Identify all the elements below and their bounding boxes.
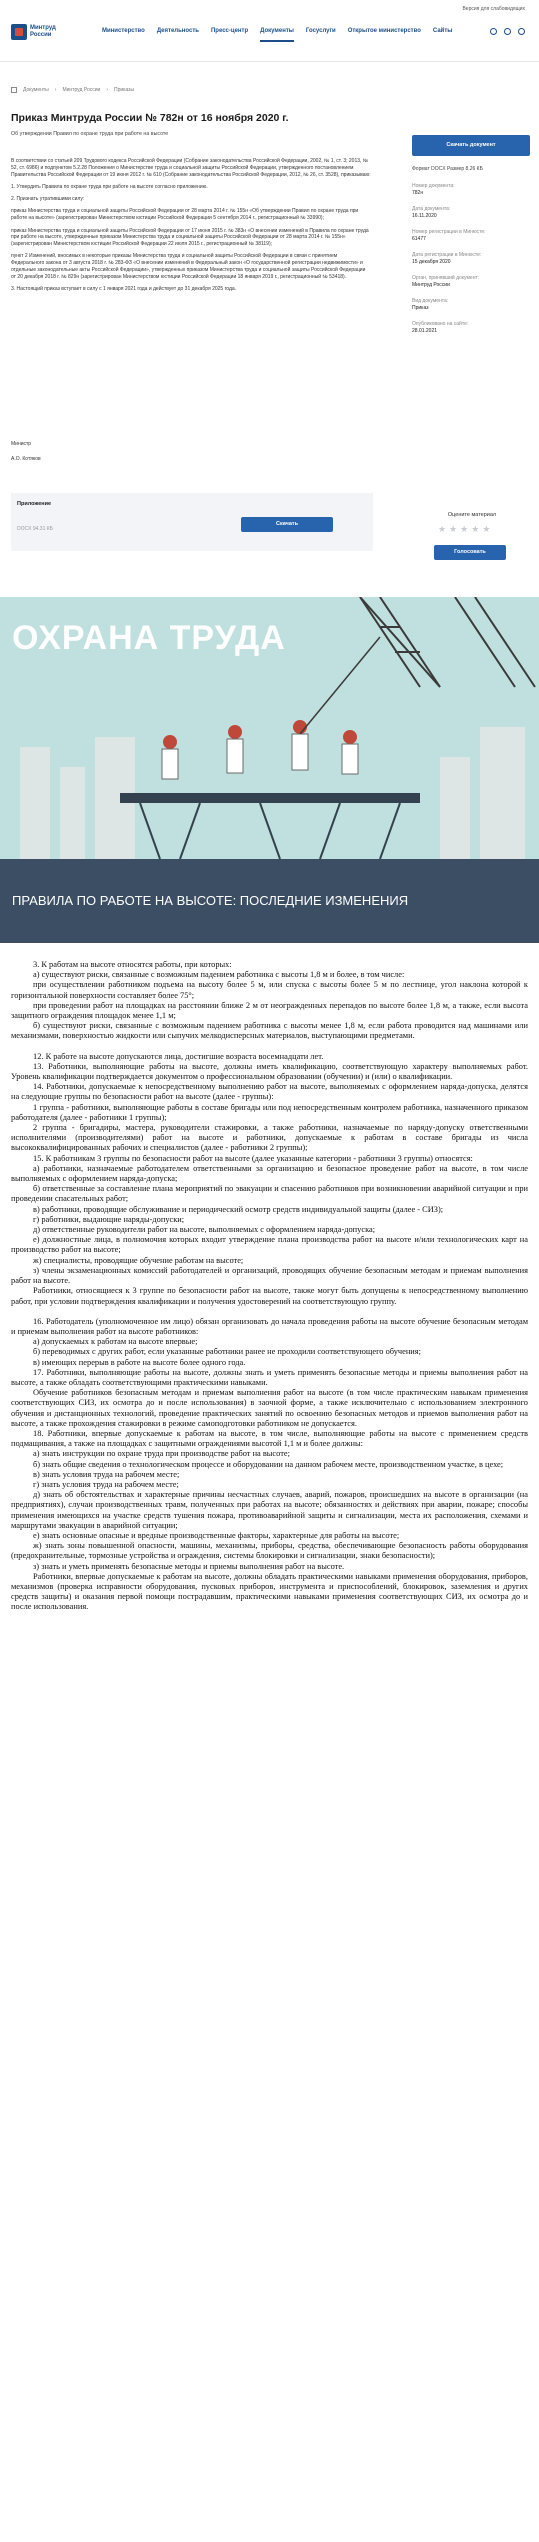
star-icon[interactable]: ★ [482,524,491,534]
article-paragraph: б) ответственные за составление плана мероприятий по эвакуации и спасению работников при возникновении аварийной ситуации и при проведении спасательных работ; [11,1184,528,1204]
meta-value: 16.11.2020 [412,212,437,219]
breadcrumb-documents[interactable]: Документы [23,87,49,93]
article-paragraph: 14. Работники, допускаемые к непосредственному выполнению работ на высоте, выполняемых с оформлением наряда-допуска, делятся на следующие группы по безопасности работ на высоте (далее - группы): [11,1082,528,1102]
ministry-logo-icon[interactable] [11,24,27,40]
article-paragraph: в) имеющих перерыв в работе на высоте более одного года. [33,1357,246,1367]
document-meta-list [412,183,530,344]
site-header [0,0,539,62]
signer-title: Министр [11,441,32,447]
article-paragraph: г) работники, выдающие наряды-допуски; [33,1214,185,1224]
article-paragraph: ж) специалисты, проводящие обучение работам на высоте; [33,1255,244,1265]
article-paragraph: е) знать основные опасные и вредные производственные факторы, характерные для работы на высоте; [33,1530,400,1540]
doc-paragraph: В соответствии со статьей 209 Трудового кодекса Российской Федерации (Собрание законодательства Российской Федерации, 2002, № 1, ст. 3; 2013, № 52, ст. 6986) и подпунктом 5.2.28 Положения о Министерстве труда и социальной защиты Российской Федерации, утвержденного постановлением Правительства Российской Федерации от 19 июня 2012 г. № 610 (Собрание законодательства Российской Федерации, 2012, № 26, ст. 3528), приказываю: [11,158,371,178]
banner-title: ОХРАНА ТРУДА [12,619,286,657]
article-paragraph: Работники, относящиеся к 3 группе по безопасности работ на высоте, также могут быть допущены к непосредственному выполнению работ, при условии подтверждения квалификации и получения удостоверений на соответствующую группу. [11,1286,528,1306]
star-icon[interactable]: ★ [471,524,480,534]
safety-banner-image [0,597,539,943]
doc-paragraph: 1. Утвердить Правила по охране труда при работе на высоте согласно приложению. [11,183,208,190]
article-paragraph: г) знать условия труда на рабочем месте; [33,1479,179,1489]
article-paragraph: Обучение работников безопасным методам и приемам выполнения работ на высоте (в том числе практическим навыкам применения соответствующих СИЗ, их осмотра до и после использования) в заочной форме, а также исключительно с использованием электронного обучения и дистанционных технологий, проведение практических занятий по освоению безопасных методов и приемов выполнения работ на высоте, а также прохождения стажировки в режиме самоподготовки работником не допускается. [11,1388,528,1428]
nav-item-press[interactable]: Пресс-центр [210,28,249,34]
article-paragraph: з) знать и уметь применять безопасные методы и приемы выполнения работ на высоте. [33,1561,345,1571]
banner-subtitle: ПРАВИЛА ПО РАБОТЕ НА ВЫСОТЕ: ПОСЛЕДНИЕ ИЗМЕНЕНИЯ [12,893,409,908]
article-paragraph: а) работники, назначаемые работодателем ответственными за организацию и безопасное проведение работ на высоте, в том числе выполняемых с оформлением наряда-допуска; [11,1163,528,1184]
page-subtitle: Об утверждении Правил по охране труда при работе на высоте [11,131,169,137]
document-body [11,158,371,298]
article-paragraph: 13. Работники, выполняющие работы на высоте, должны иметь квалификацию, соответствующую характеру выполняемых работ. Уровень квалификации подтверждается документом о профессиональном образовании (обучении) и (или) о квалификации. [11,1061,528,1082]
vote-button[interactable]: Голосовать [434,545,506,560]
social-icon[interactable] [504,28,511,35]
article-paragraph: а) знать инструкции по охране труда при производстве работ на высоте; [33,1449,290,1459]
search-icon[interactable] [490,28,497,35]
article-paragraph: д) ответственные руководители работ на высоте, выполняемых с оформлением наряда-допуска; [33,1225,376,1235]
nav-item-ministry[interactable]: Министерство [102,28,145,34]
article-paragraph: з) члены экзаменационных комиссий работодателей и организаций, проводящих обучение безопасным методам и приемам выполнения работ на высоте. [11,1265,528,1286]
meta-label: Номер документа: [412,183,455,189]
page-title: Приказ Минтруда России № 782н от 16 ноября 2020 г. [11,112,289,124]
doc-paragraph: приказ Министерства труда и социальной защиты Российской Федерации от 28 марта 2014 г. № 155н «Об утверждении Правил по охране труда при работе на высоте» (зарегистрирован Министерством юстиции Российской Федерации 5 сентября 2014 г., регистрационный № 33990); [11,208,359,222]
article-paragraph: б) существуют риски, связанные с возможным падением работника с высоты менее 1,8 м, если работа проводится над машинами или механизмами, поверхностью жидкости или сыпучих мелкодисперсных материалов, выступающими предметами. [11,1021,528,1041]
top-links [462,6,525,12]
file-format-info: Формат DOCX Размер 8.26 КБ [412,166,483,172]
meta-label: Номер регистрации в Минюсте: [412,229,486,235]
doc-paragraph: 3. Настоящий приказ вступает в силу с 1 января 2021 года и действует до 31 декабря 2025 года. [11,286,237,293]
article-paragraph: 2 группа - бригадиры, мастера, руководители стажировки, а также работники, назначаемые по наряду-допуску ответственными исполнителями (производителями) работ на высоте и работники, допускаемые к работам в составе бригады из числа высококвалифицированных рабочих и специалистов (далее - работники 2 группы); [11,1123,528,1153]
nav-item-open-ministry[interactable]: Открытое министерство [347,28,421,34]
article-paragraph: 12. К работе на высоте допускаются лица, достигшие возраста восемнадцати лет. [33,1051,324,1061]
nav-item-documents[interactable]: Документы [260,28,294,42]
star-icon[interactable]: ★ [460,524,469,534]
article-paragraph: д) знать об обстоятельствах и характерные причины несчастных случаев, аварий, пожаров, происшедших на высоте в организации (на предприятиях), случаи производственных травм, полученных при работах на высоте; обязанностях и действиях при аварии, пожаре; способы применения имеющихся на участке средств тушения пожара, противоаварийной защиты и сигнализации, места их расположения, схемами и маршрутами эвакуации в аварийной ситуации; [11,1490,528,1530]
meta-label: Орган, принявший документ: [412,275,480,281]
breadcrumb [11,87,134,93]
article-body [11,960,528,1613]
article-paragraph: 15. К работникам 3 группы по безопасности работ на высоте (далее указанные категории - работники 3 группы) относятся: [33,1153,473,1163]
nav-item-activity[interactable]: Деятельность [156,28,199,34]
attachment-title: Приложение [17,501,52,507]
meta-value: 782н [412,189,424,196]
meta-label: Вид документа: [412,298,449,304]
logo-line-2: России [30,32,52,38]
article-paragraph: в) работники, проводящие обслуживание и периодический осмотр средств индивидуальной защиты (далее - СИЗ); [33,1204,444,1214]
attachment-card [11,493,373,551]
article-paragraph: 18. Работники, впервые допускаемые к работам на высоте, в том числе, выполняющие работы на высоте с применением средств подмащивания, а также на площадках с защитными ограждениями высотой 1,1 м и более должны: [11,1428,528,1449]
article-paragraph: 16. Работодатель (уполномоченное им лицо) обязан организовать до начала проведения работы на высоте обучение безопасным методам и приемам выполнения работ на высоте работников: [11,1316,528,1336]
meta-value: Приказ [412,304,429,311]
star-icon[interactable]: ★ [438,524,447,534]
doc-paragraph: 2. Признать утратившими силу: [11,196,85,203]
meta-label: Дата регистрации в Минюсте: [412,252,482,258]
home-icon[interactable] [11,87,17,93]
article-paragraph: а) допускаемых к работам на высоте впервые; [33,1337,198,1347]
logo-line-1: Минтруд [30,25,56,31]
article-paragraph: при осуществлении работником подъема на высоту более 5 м, или спуска с высоты более 5 м по лестнице, угол наклона которой к горизонтальной поверхности составляет более 75°; [11,980,528,1000]
signature-block [11,437,41,467]
breadcrumb-separator: › [54,87,57,93]
accessibility-link[interactable]: Версия для слабовидящих [462,6,525,12]
nav-item-services[interactable]: Госуслуги [305,28,336,34]
download-document-button[interactable]: Скачать документ [412,135,530,156]
breadcrumb-separator: › [106,87,108,93]
attachment-meta: DOCX 94.31 КБ [17,526,53,532]
article-paragraph: в) знать условия труда на рабочем месте; [33,1469,180,1479]
breadcrumb-orders[interactable]: Приказы [113,87,135,93]
star-icon[interactable]: ★ [449,524,458,534]
attachment-download-button[interactable]: Скачать [241,517,333,532]
article-paragraph: б) переводимых с других работ, если указанные работники ранее не проходили соответствующего обучения; [33,1347,421,1357]
article-paragraph: а) существуют риски, связанные с возможным падением работника с высоты 1,8 м и более, в том числе: [33,970,405,980]
meta-value: 28.01.2021 [412,327,438,334]
nav-item-sites[interactable]: Сайты [432,28,453,34]
meta-value: Минтруд России [412,281,450,288]
meta-label: Дата документа: [412,206,451,212]
article-paragraph: 3. К работам на высоте относятся работы, при которых: [33,960,232,969]
signer-name: А.О. Котяков [11,456,41,462]
logo-text[interactable] [30,25,56,39]
rating-stars [438,524,490,535]
article-paragraph: Работники, впервые допускаемые к работам на высоте, должны обладать практическими навыками применения оборудования, приборов, механизмов (проверка исправности оборудования, пусковых приборов, инструмента и приспособлений, блокировок, заземления и других средств защиты) и оказания первой помощи пострадавшим, практическими навыками применения соответствующих СИЗ, их осмотра до и после использования. [11,1571,528,1612]
article-paragraph: 1 группа - работники, выполняющие работы в составе бригады или под непосредственным контролем работника, назначенного приказом работодателя (далее - работники 1 группы); [11,1102,528,1122]
main-nav [102,28,452,42]
breadcrumb-mintrud[interactable]: Минтруд России [62,87,101,93]
doc-paragraph: пункт 2 Изменений, вносимых в некоторые приказы Министерства труда и социальной защиты Российской Федерации в связи с принятием Федерального закона от 3 августа 2018 г. № 283-ФЗ «О внесении изменений в Федеральный закон «О государственной регистрации недвижимости» и отдельные законодательные акты Российской Федерации», утвержденных приказом Министерства труда и социальной защиты Российской Федерации от 20 декабря 2018 г. № 829н (зарегистрирован Министерством юстиции Российской Федерации 18 января 2019 г., регистрационный № 53418). [11,253,366,280]
article-paragraph: е) должностные лица, в полномочия которых входит утверждение плана производства работ на высоте и/или технологических карт на производство работ на высоте; [11,1235,528,1255]
meta-value: 61477 [412,235,426,242]
meta-value: 15 декабря 2020 [412,258,451,265]
rating-title: Оцените материал [447,512,497,518]
doc-paragraph: приказ Министерства труда и социальной защиты Российской Федерации от 17 июня 2015 г. № 383н «О внесении изменений в Правила по охране труда при работе на высоте, утвержденные приказом Министерства труда и социальной защиты Российской Федерации от 28 марта 2014 г. № 155н» (зарегистрирован Министерством юстиции Российской Федерации 22 июля 2015 г., регистрационный № 38119); [11,227,369,248]
article-paragraph: при проведении работ на площадках на расстоянии ближе 2 м от неогражденных перепадов по высоте более 1,8 м, а также, если высота защитного ограждения площадок менее 1,1 м; [11,1000,528,1021]
meta-label: Опубликовано на сайте: [412,321,469,327]
article-paragraph: ж) знать зоны повышенной опасности, машины, механизмы, приборы, средства, обеспечивающие безопасность работы оборудования (предохранительные, тормозные устройства и ограждения, системы блокировки и сигнализации, знаки безопасности); [11,1541,528,1561]
menu-icon[interactable] [518,28,525,35]
header-icons [490,28,525,35]
article-paragraph: 17. Работники, выполняющие работы на высоте, должны знать и уметь применять безопасные методы и приемы выполнения работ на высоте, а также обладать соответствующими практическими навыками. [11,1367,528,1387]
article-paragraph: б) знать общие сведения о технологическом процессе и оборудовании на данном рабочем месте, производственном участке, в цехе; [33,1459,504,1469]
